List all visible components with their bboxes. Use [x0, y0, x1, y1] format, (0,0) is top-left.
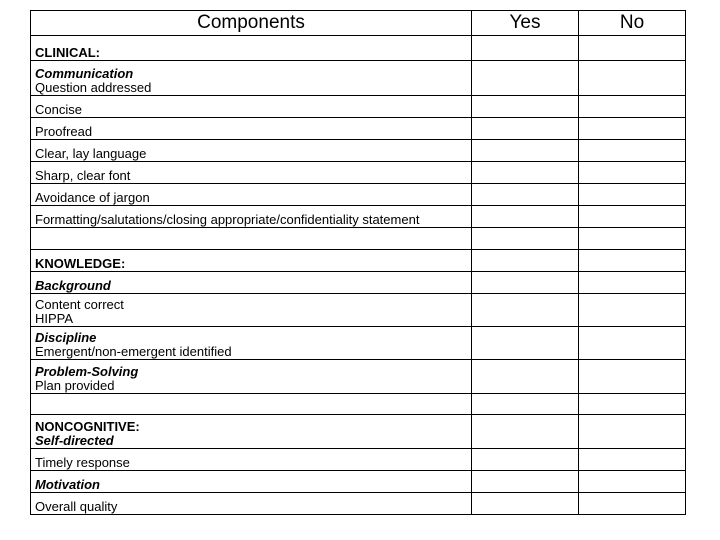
table-row: [31, 228, 686, 250]
criterion-label: Emergent/non-emergent identified: [35, 344, 232, 359]
criterion-label: Content correct: [35, 297, 124, 312]
table-row: [31, 184, 686, 206]
table-row: [31, 140, 686, 162]
no-cell[interactable]: [579, 360, 686, 394]
component-cell: [31, 206, 472, 228]
no-header: No: [579, 11, 686, 36]
subsection-heading: Self-directed: [35, 433, 114, 448]
criterion-label: Sharp, clear font: [35, 168, 131, 183]
no-cell[interactable]: [579, 394, 686, 415]
subsection-heading: Problem-Solving: [35, 364, 139, 379]
table-row: [31, 493, 686, 515]
table-row: [31, 206, 686, 228]
yes-cell[interactable]: [472, 449, 579, 471]
component-cell: [31, 162, 472, 184]
criterion-label: HIPPA: [35, 311, 74, 326]
component-cell: [31, 250, 472, 272]
component-cell: [31, 228, 472, 250]
component-cell: [31, 184, 472, 206]
no-cell[interactable]: [579, 140, 686, 162]
no-cell[interactable]: [579, 415, 686, 449]
criterion-label: Question addressed: [35, 80, 152, 95]
yes-cell[interactable]: [472, 140, 579, 162]
subsection-heading: Discipline: [35, 330, 97, 345]
table-row: [31, 250, 686, 272]
component-cell: [31, 272, 472, 294]
table-row: [31, 327, 686, 360]
no-cell[interactable]: [579, 96, 686, 118]
subsection-heading: Motivation: [35, 477, 100, 492]
no-cell[interactable]: [579, 449, 686, 471]
section-heading: KNOWLEDGE:: [35, 256, 126, 271]
yes-cell[interactable]: [472, 96, 579, 118]
subsection-heading: Background: [35, 278, 111, 293]
table-row: [31, 96, 686, 118]
yes-cell[interactable]: [472, 61, 579, 96]
no-cell[interactable]: [579, 272, 686, 294]
table-row: [31, 471, 686, 493]
no-cell[interactable]: [579, 118, 686, 140]
criterion-label: Concise: [35, 102, 82, 117]
yes-cell[interactable]: [472, 471, 579, 493]
criterion-label: Timely response: [35, 455, 130, 470]
yes-cell[interactable]: [472, 272, 579, 294]
no-cell[interactable]: [579, 36, 686, 61]
table-row: [31, 415, 686, 449]
no-cell[interactable]: [579, 228, 686, 250]
components-header: Components: [31, 11, 472, 36]
no-cell[interactable]: [579, 184, 686, 206]
component-cell: [31, 471, 472, 493]
criterion-label: Plan provided: [35, 378, 115, 393]
table-row: [31, 162, 686, 184]
yes-cell[interactable]: [472, 327, 579, 360]
component-cell: [31, 360, 472, 394]
subsection-heading: Communication: [35, 66, 134, 81]
component-cell: [31, 327, 472, 360]
evaluation-checklist-table: [30, 10, 686, 515]
yes-header: Yes: [472, 11, 579, 36]
table-row: [31, 449, 686, 471]
yes-cell[interactable]: [472, 206, 579, 228]
no-cell[interactable]: [579, 162, 686, 184]
no-cell[interactable]: [579, 493, 686, 515]
yes-cell[interactable]: [472, 294, 579, 327]
table-row: [31, 360, 686, 394]
component-cell: [31, 118, 472, 140]
yes-cell[interactable]: [472, 415, 579, 449]
header-row: [31, 11, 686, 36]
yes-cell[interactable]: [472, 184, 579, 206]
component-cell: [31, 36, 472, 61]
no-cell[interactable]: [579, 61, 686, 96]
component-cell: [31, 449, 472, 471]
component-cell: [31, 415, 472, 449]
yes-cell[interactable]: [472, 162, 579, 184]
table-row: [31, 272, 686, 294]
criterion-label: Avoidance of jargon: [35, 190, 150, 205]
component-cell: [31, 394, 472, 415]
criterion-label: Clear, lay language: [35, 146, 147, 161]
yes-cell[interactable]: [472, 493, 579, 515]
component-cell: [31, 140, 472, 162]
component-cell: [31, 61, 472, 96]
criterion-label: Formatting/salutations/closing appropriate/confidentiality statement: [35, 212, 420, 227]
component-cell: [31, 294, 472, 327]
table-row: [31, 61, 686, 96]
yes-cell[interactable]: [472, 250, 579, 272]
yes-cell[interactable]: [472, 118, 579, 140]
yes-cell[interactable]: [472, 228, 579, 250]
no-cell[interactable]: [579, 206, 686, 228]
table-row: [31, 118, 686, 140]
no-cell[interactable]: [579, 471, 686, 493]
no-cell[interactable]: [579, 327, 686, 360]
no-cell[interactable]: [579, 294, 686, 327]
no-cell[interactable]: [579, 250, 686, 272]
criterion-label: Proofread: [35, 124, 93, 139]
yes-cell[interactable]: [472, 360, 579, 394]
yes-cell[interactable]: [472, 36, 579, 61]
section-heading: CLINICAL:: [35, 45, 100, 60]
criterion-label: Overall quality: [35, 499, 118, 514]
table-row: [31, 294, 686, 327]
yes-cell[interactable]: [472, 394, 579, 415]
component-cell: [31, 96, 472, 118]
section-heading: NONCOGNITIVE:: [35, 419, 140, 434]
component-cell: [31, 493, 472, 515]
table-row: [31, 36, 686, 61]
table-row: [31, 394, 686, 415]
